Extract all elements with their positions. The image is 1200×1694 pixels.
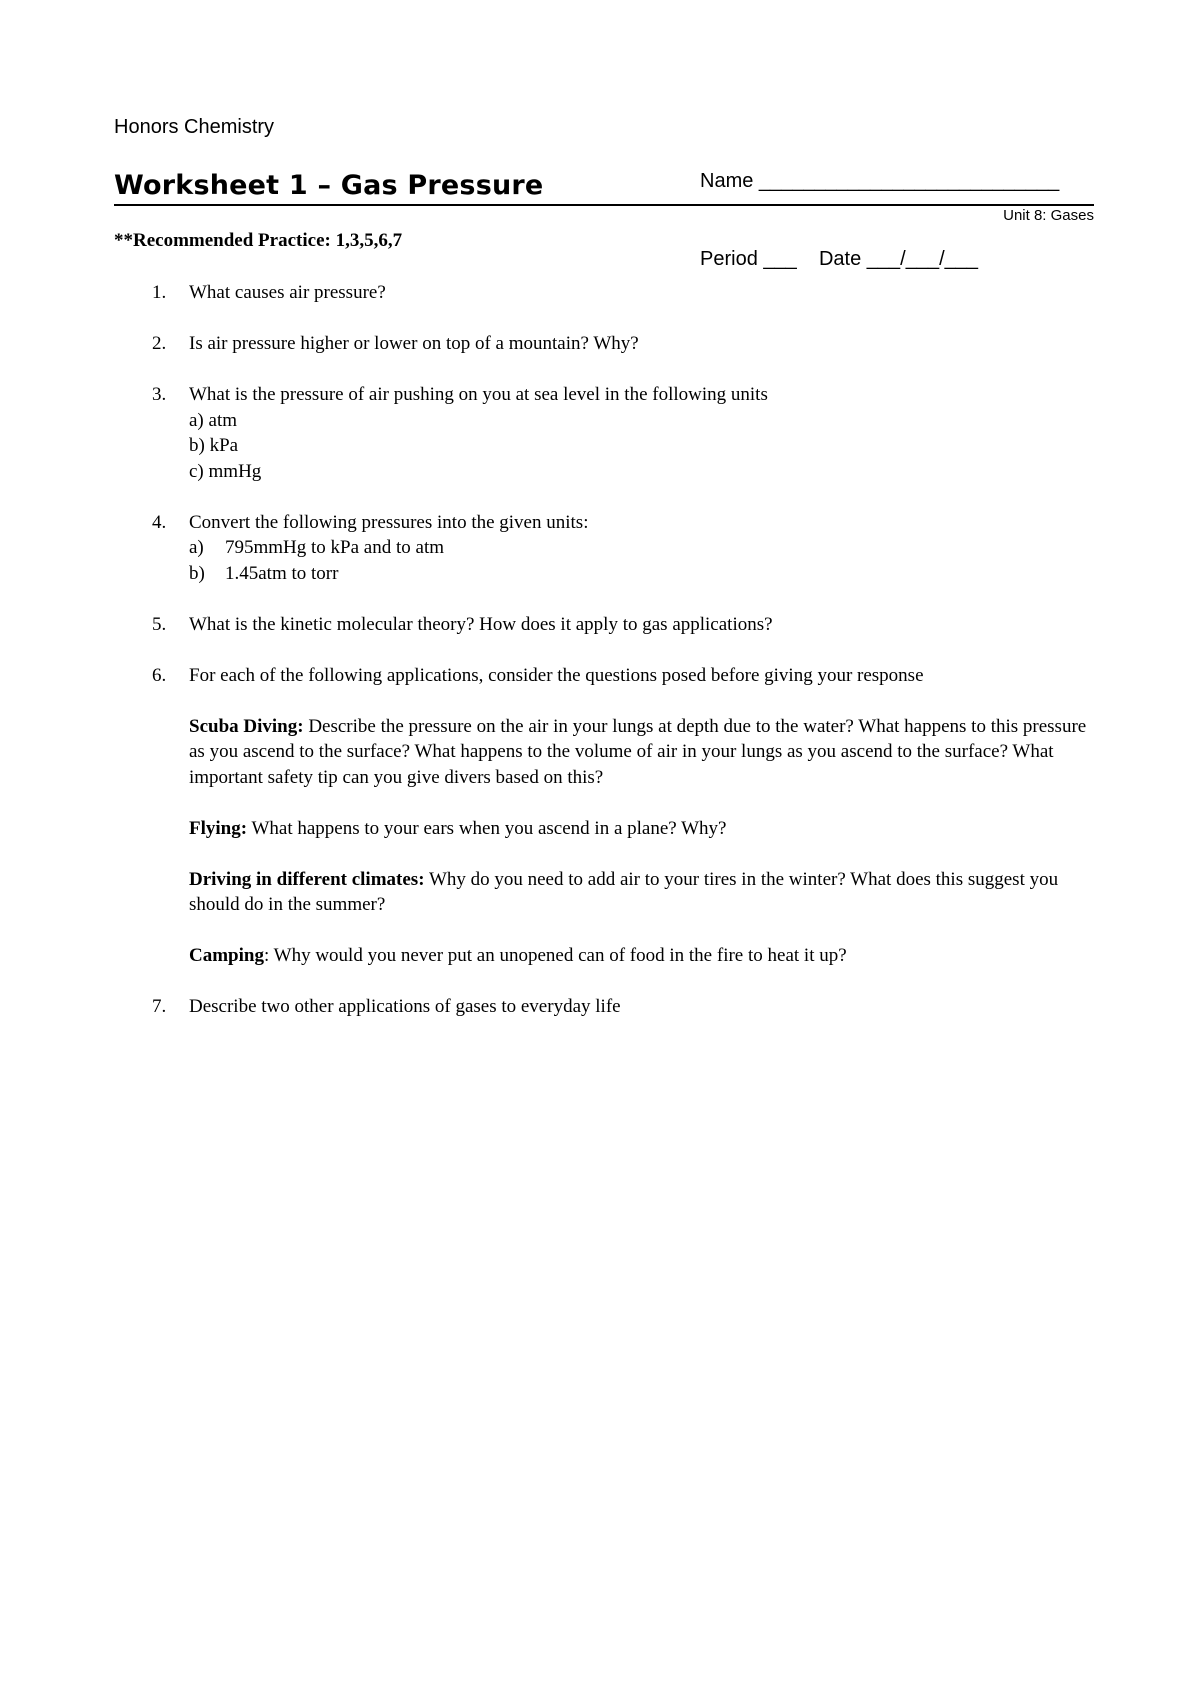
question-number: 7. [152,996,167,1017]
sub-item-mmhg: c) mmHg [189,460,262,482]
sub-item-kpa: b) kPa [189,435,239,456]
application-driving [189,867,1094,918]
sub-item-text: 1.45atm to torr [225,562,339,584]
application-label: Camping [189,945,264,966]
application-label: Driving in different climates: [189,868,425,890]
application-flying [189,816,1094,842]
sub-item-label: a) [189,537,204,558]
period-date-line: Period ___ Date ___/___/___ [700,248,978,270]
recommended-practice: **Recommended Practice: 1,3,5,6,7 [114,230,403,251]
sub-item-label: b) [189,562,205,584]
question-number: 4. [152,511,167,533]
application-text: : Why would you never put an unopened can of food in the fire to heat it up? [263,945,847,966]
question-text: For each of the following applications, consider the questions posed before giving your response [189,664,924,686]
course-name: Honors Chemistry [114,116,275,138]
question-2 [114,331,1094,357]
question-list [114,280,1094,1045]
application-text: Describe the pressure on the air in your lungs at depth due to the water? What happens to this pressure as you ascend to the surface? What happens to the volume of air in your lungs as you ascend to the surface? What important safety tip can you give divers based on this? [189,715,1087,788]
worksheet-title: Worksheet 1 – Gas Pressure [114,170,544,201]
application-camping [189,943,1094,969]
question-7 [114,994,1094,1020]
application-text: What happens to your ears when you ascend in a plane? Why? [247,817,727,839]
question-text: What causes air pressure? [189,282,386,303]
question-text: Describe two other applications of gases to everyday life [189,996,621,1017]
sub-item-b [189,561,1094,587]
question-number: 6. [152,664,167,686]
sub-item-a [189,535,1094,561]
question-3 [114,382,1094,484]
title-rule [114,204,1094,206]
question-text: What is the pressure of air pushing on you at sea level in the following units [189,384,768,405]
question-text: Is air pressure higher or lower on top of a mountain? Why? [189,333,639,354]
question-text: Convert the following pressures into the given units: [189,511,589,533]
question-number: 2. [152,333,167,354]
application-scuba-diving [189,714,1094,791]
question-number: 3. [152,384,167,405]
question-1 [114,280,1094,306]
sub-item-text: 795mmHg to kPa and to atm [225,537,445,558]
question-5 [114,612,1094,638]
question-text: What is the kinetic molecular theory? How does it apply to gas applications? [189,613,773,635]
unit-label: Unit 8: Gases [1003,207,1094,224]
name-line: Name ___________________________ [700,170,1060,192]
question-number: 5. [152,613,167,635]
application-text: Why do you need to add air to your tires in the winter? What does this suggest you should do in the summer? [189,868,1059,915]
question-number: 1. [152,282,167,303]
application-label: Flying: [189,817,248,839]
question-4 [114,510,1094,587]
question-6 [114,663,1094,969]
sub-item-atm: a) atm [189,409,238,431]
application-label: Scuba Diving: [189,715,304,737]
